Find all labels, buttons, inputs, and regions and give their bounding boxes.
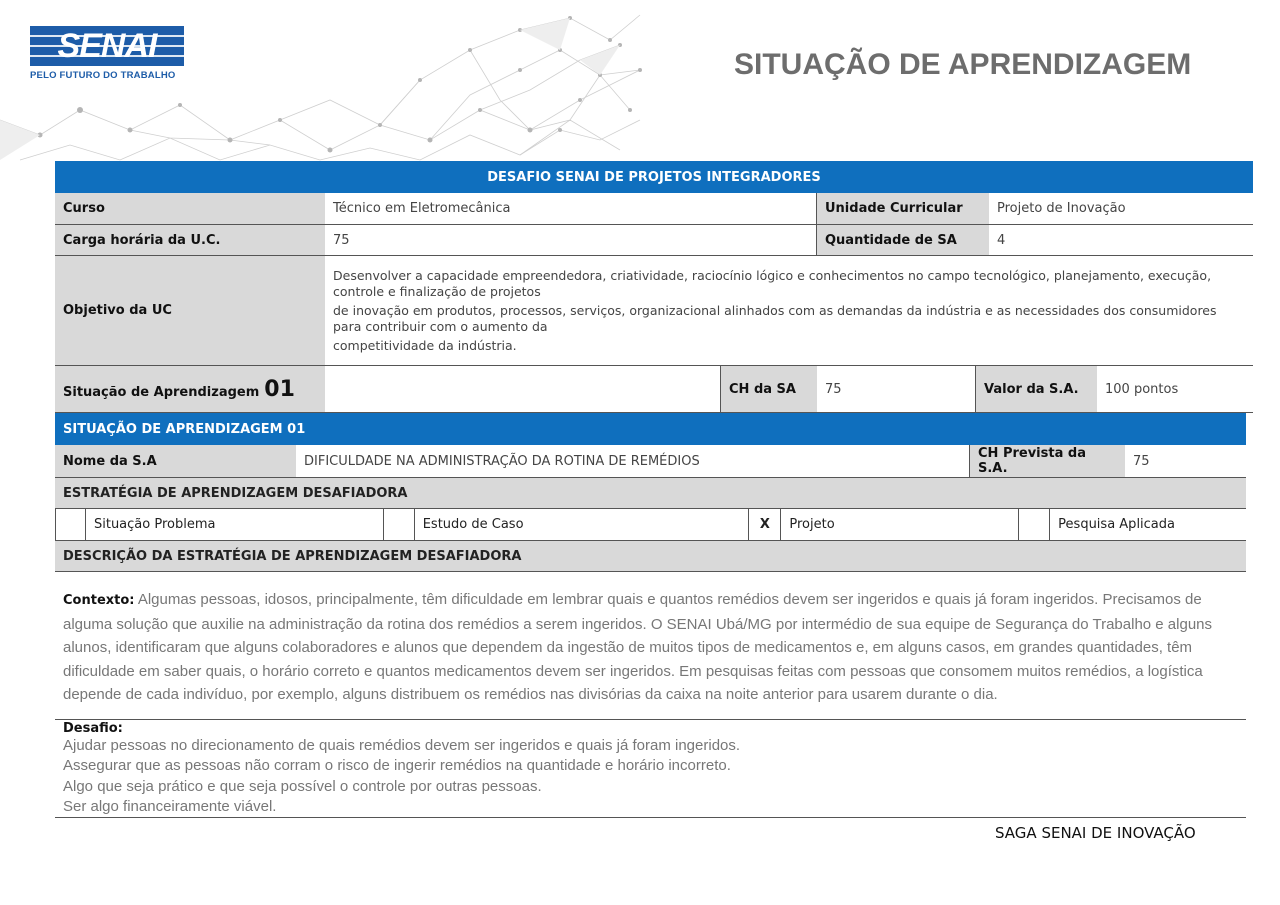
curso-value: Técnico em Eletromecânica <box>325 193 817 224</box>
desafio-line: Ajudar pessoas no direcionamento de quais remédios devem ser ingeridos e quais já foram ingeridos. <box>63 736 741 754</box>
sa-blank <box>325 366 720 412</box>
valor-sa-value: 100 pontos <box>1097 366 1253 412</box>
desafio-line: Ser algo financeiramente viável. <box>63 798 277 815</box>
header-bar: DESAFIO SENAI DE PROJETOS INTEGRADORES <box>55 161 1253 193</box>
desafio-line: Algo que seja prático e que seja possível o controle por outras pessoas. <box>63 777 542 795</box>
nome-sa-value: DIFICULDADE NA ADMINISTRAÇÃO DA ROTINA DE REMÉDIOS <box>296 445 969 477</box>
unidade-label: Unidade Curricular <box>817 193 989 224</box>
sa-label-cell <box>55 366 325 412</box>
curso-label: Curso <box>55 193 325 224</box>
contexto-label: Contexto: <box>63 593 135 608</box>
row-nome-sa <box>55 445 1246 478</box>
nome-sa-label: Nome da S.A <box>55 445 296 477</box>
option-estudo-de-caso: Estudo de Caso <box>422 517 524 532</box>
sa-number: 01 <box>264 376 295 402</box>
document-table <box>55 161 1253 818</box>
valor-sa-label: Valor da S.A. <box>975 366 1097 412</box>
desafio-block <box>55 720 1246 818</box>
ch-sa-value: 75 <box>817 366 975 412</box>
contexto-block <box>55 572 1246 720</box>
objetivo-line: de inovação em produtos, processos, serviços, organizacional alinhados com as demandas da indústria e as necessidades dos consumidores para contribuir com o aumento da <box>333 302 1217 334</box>
unidade-value: Projeto de Inovação <box>989 193 1253 224</box>
checkbox-estudo-de-caso[interactable] <box>383 509 415 540</box>
option-projeto: Projeto <box>789 517 835 532</box>
descricao-header: DESCRIÇÃO DA ESTRATÉGIA DE APRENDIZAGEM DESAFIADORA <box>55 541 1246 572</box>
option-pesquisa-aplicada: Pesquisa Aplicada <box>1058 517 1175 532</box>
row-estrategias <box>55 509 1246 541</box>
checkbox-projeto[interactable]: X <box>748 509 781 540</box>
row-sa <box>55 366 1253 413</box>
estrategia-header: ESTRATÉGIA DE APRENDIZAGEM DESAFIADORA <box>55 478 1246 509</box>
objetivo-label: Objetivo da UC <box>55 256 325 365</box>
logo-tagline: PELO FUTURO DO TRABALHO <box>30 70 176 81</box>
checkbox-situacao-problema[interactable] <box>56 509 85 540</box>
desafio-line: Assegurar que as pessoas não corram o risco de ingerir remédios na quantidade e horário incorreto. <box>63 757 731 774</box>
footer-text: SAGA SENAI DE INOVAÇÃO <box>995 824 1196 842</box>
ch-prevista-label: CH Prevista da S.A. <box>969 445 1125 477</box>
ch-sa-label: CH da SA <box>720 366 817 412</box>
carga-label: Carga horária da U.C. <box>55 225 325 255</box>
sa-label: Situação de Aprendizagem <box>63 384 260 400</box>
objetivo-text <box>325 256 1253 365</box>
ch-prevista-value: 75 <box>1125 445 1246 477</box>
qtd-sa-value: 4 <box>989 225 1253 255</box>
desafio-label: Desafio: <box>63 720 123 736</box>
objetivo-line: Desenvolver a capacidade empreendedora, criatividade, raciocínio lógico e conhecimentos no campo tecnológico, planejamento, execução, controle e finalização de projetos <box>333 267 1212 299</box>
contexto-text: Algumas pessoas, idosos, principalmente, têm dificuldade em lembrar quais e quantos remédios devem ser ingeridos e quais já foram ingeridos. Precisamos de alguma solução que auxilie na administração da rotina dos remédios a serem ingeridos. O SENAI Ubá/MG por intermédio de sua equipe de Segurança do Trabalho e alguns alunos, identificaram que alguns colaboradores e alunos que dependem da ingestão de muitos tipos de medicamentos e, em alguns casos, em grandes quantidades, têm dificuldade em saber quais, o horário correto e quantos medicamentos devem ser ingeridos. Em pesquisas feitas com pessoas que consomem muitos remédios, a logística depende de cada indivíduo, por exemplo, alguns distribuem os remédios nas divisórias da caixa na noite anterior para usarem durante o dia. <box>63 591 1213 703</box>
qtd-sa-label: Quantidade de SA <box>817 225 989 255</box>
row-carga <box>55 225 1253 256</box>
logo-name: SENAI <box>57 27 157 65</box>
checkbox-pesquisa-aplicada[interactable] <box>1018 509 1050 540</box>
network-decoration <box>0 10 650 165</box>
sa-section-header: SITUAÇÃO DE APRENDIZAGEM 01 <box>55 413 1246 445</box>
row-objetivo <box>55 256 1253 366</box>
row-curso <box>55 193 1253 225</box>
option-situacao-problema: Situação Problema <box>85 509 383 540</box>
objetivo-line: competitividade da indústria. <box>333 337 517 353</box>
page-title: SITUAÇÃO DE APRENDIZAGEM <box>734 48 1192 81</box>
carga-value: 75 <box>325 225 817 255</box>
